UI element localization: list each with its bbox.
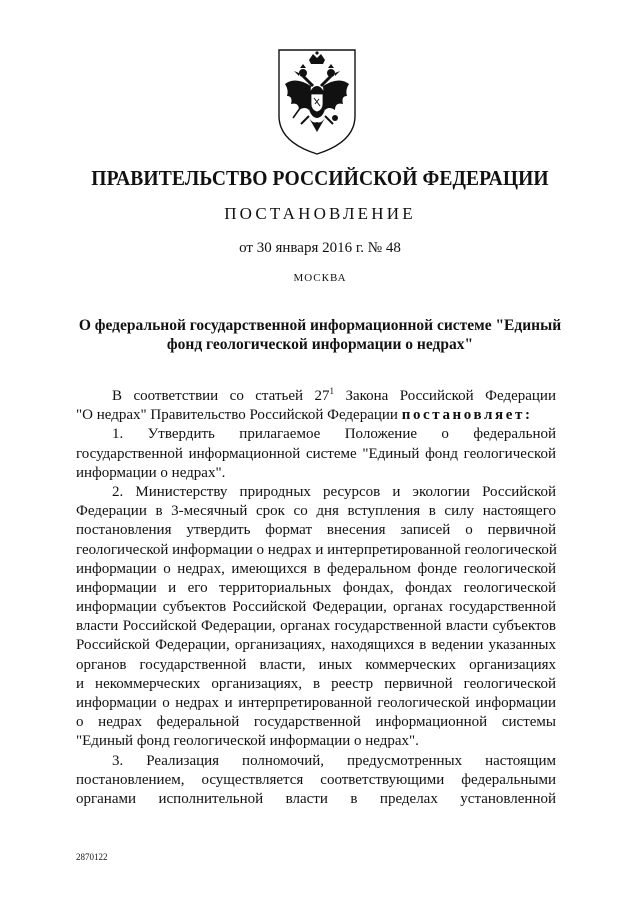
intro-line [76, 406, 556, 425]
paragraph-line: 2. Министерству природных ресурсов и экологии Российской [112, 483, 556, 500]
paragraph-line: "Единый фонд геологической информации о недрах". [76, 733, 419, 750]
government-title: ПРАВИТЕЛЬСТВО РОССИЙСКОЙ ФЕДЕРАЦИИ [91, 166, 549, 190]
document-type: ПОСТАНОВЛЕНИЕ [224, 204, 416, 223]
subject-line: О федеральной государственной информационной системе "Единый [78, 317, 562, 334]
paragraph-line: геологической информации о недрах и интерпретированной геологической [76, 541, 557, 558]
paragraph-line: постановления утвердить формат внесения записей о первичной [76, 522, 556, 539]
intro-text: Закона Российской Федерации [333, 388, 556, 404]
document-code: 2870122 [76, 852, 108, 862]
document-date: от 30 января 2016 г. № 48 [239, 240, 401, 256]
paragraph-line: информации и его территориальных фондах, фондах геологической [76, 579, 556, 596]
paragraph-line: органами исполнительной власти в пределах установленной [76, 790, 556, 807]
coat-of-arms-icon [273, 46, 361, 158]
paragraph-line: Российской Федерации, организациях, находящихся в ведении указанных [76, 637, 556, 654]
document-city: МОСКВА [293, 272, 347, 284]
paragraph-line: власти Российской Федерации, органах государственной власти субъектов [76, 618, 556, 635]
paragraph-line: информации о недрах". [76, 464, 226, 481]
intro-text: В соответствии со статьей 27 [112, 388, 330, 404]
article-superscript: 1 [329, 386, 334, 396]
paragraph-line: органов государственной власти, иных коммерческих организациях [76, 656, 556, 673]
paragraph-line: информации субъектов Российской Федерации, органах государственной [76, 599, 556, 616]
paragraph-line: Федерации в 3-месячный срок со дня вступления в силу настоящего [76, 503, 556, 520]
resolves-word: постановляет: [401, 407, 533, 424]
document-body [76, 387, 556, 809]
paragraph-line: 1. Утвердить прилагаемое Положение о федеральной [112, 426, 556, 443]
intro-line [76, 387, 556, 406]
paragraph-line: постановлением, осуществляется соответствующими федеральными [76, 771, 556, 788]
paragraph-line: 3. Реализация полномочий, предусмотренных настоящим [112, 752, 556, 769]
paragraph-line: информации о недрах, имеющихся в федеральном фонде геологической [76, 560, 556, 577]
paragraph-line: о недрах федеральной государственной информационной системы [76, 714, 556, 731]
paragraph-line: и некоммерческих организациях, в реестр первичной геологической [76, 675, 556, 692]
document-subject [60, 316, 580, 354]
paragraph-line: государственной информационной системе "Единый фонд геологической [76, 445, 556, 462]
paragraph-line: информации о недрах и интерпретированной геологической информации [76, 695, 556, 711]
subject-line: фонд геологической информации о недрах" [166, 336, 474, 353]
intro-text: "О недрах" Правительство Российской Федерации [76, 407, 402, 424]
